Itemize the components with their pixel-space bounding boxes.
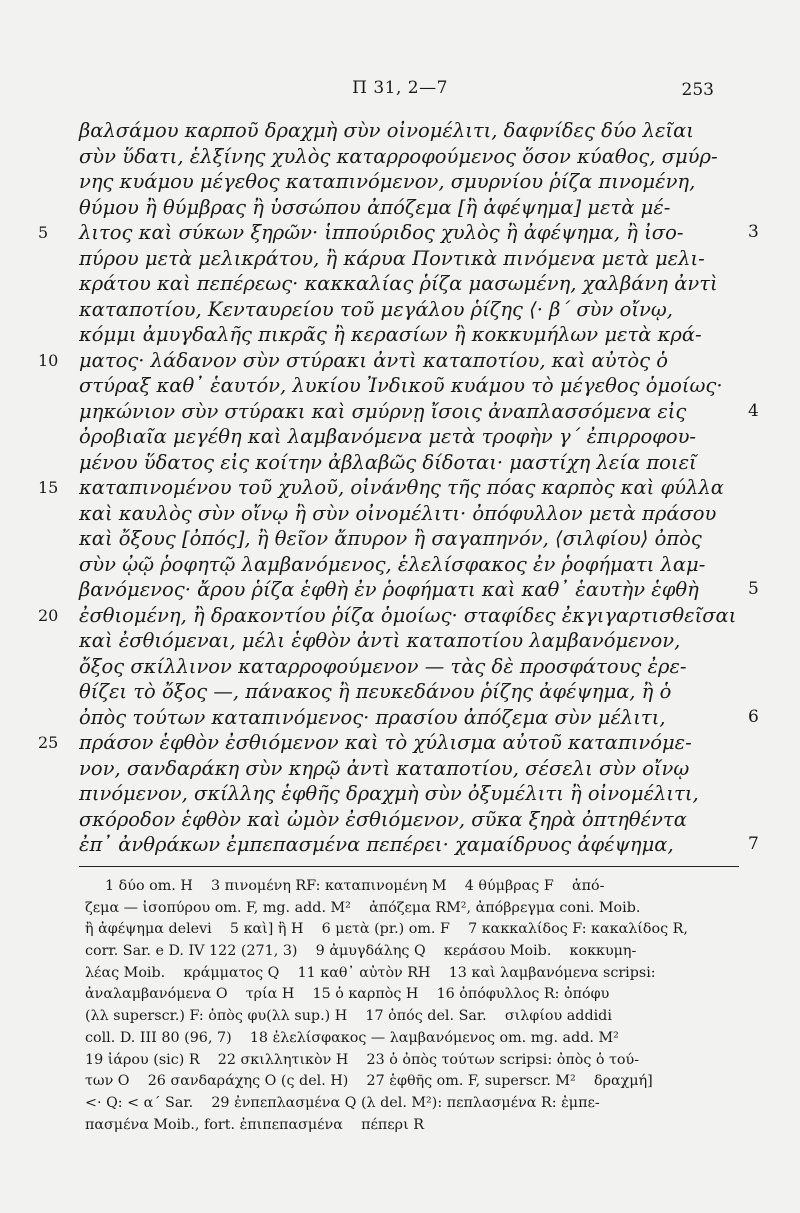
line-number: 15 bbox=[38, 478, 59, 497]
line-text: κόμμι ἀμυγδαλῆς πικρᾶς ἢ κερασίων ἢ κοκκυμήλων μετὰ κρά- bbox=[79, 323, 702, 346]
apparatus-text: ζεμα — ἰσοπύρου om. F, mg. add. M² ἀπόζεμα RM², ἀπόβρεγμα coni. Moib. bbox=[85, 899, 641, 916]
line-text: σκόροδον ἑφθὸν καὶ ὠμὸν ἐσθιόμενον, σῦκα ξηρὰ ὀπτηθέντα bbox=[79, 807, 687, 831]
text-line bbox=[0, 246, 800, 272]
apparatus-text: corr. Sar. e D. IV 122 (271, 3) 9 ἀμυγδάλης Q κεράσου Moib. κοκκυμη- bbox=[85, 943, 637, 960]
apparatus-text: ἀναλαμβανόμενα O τρία H 15 ὁ καρπὸς H 16 ὀπόφυλλος R: ὀπόφυ bbox=[85, 986, 610, 1003]
apparatus-text: ἢ ἀφέψημα delevi 5 καὶ] ἢ H 6 μετὰ (pr.) om. F 7 κακκαλίδος F: κακαλίδος R, bbox=[85, 921, 688, 938]
apparatus-line bbox=[0, 919, 800, 941]
apparatus-text: των O 26 σανδαράχης O (ς del. H) 27 ἑφθῆς om. F, superscr. M² δραχμή] bbox=[85, 1073, 653, 1090]
apparatus-line bbox=[0, 1115, 800, 1137]
text-line bbox=[0, 552, 800, 578]
text-line bbox=[0, 271, 800, 297]
line-text: νης κυάμου μέγεθος καταπινόμενον, σμυρνίου ῥίζα πινομένη, bbox=[79, 170, 696, 193]
text-line bbox=[0, 220, 800, 246]
line-text: κράτου καὶ πεπέρεως· κακκαλίας ῥίζα μασωμένη, χαλβάνη ἀντὶ bbox=[79, 272, 718, 295]
line-number: 25 bbox=[38, 733, 59, 752]
text-line bbox=[0, 705, 800, 731]
line-text: βαλσάμου καρποῦ δραχμὴ σὺν οἰνομέλιτι, δαφνίδες δύο λεῖαι bbox=[79, 119, 694, 142]
line-text: σὺν ᾠῷ ῥοφητῷ λαμβανόμενος, ἑλελίσφακος ἐν ῥοφήματι λαμ- bbox=[79, 552, 706, 576]
text-line bbox=[0, 756, 800, 782]
text-line bbox=[0, 195, 800, 221]
apparatus-line bbox=[0, 1050, 800, 1072]
apparatus-line bbox=[0, 1093, 800, 1115]
line-text: πινόμενον, σκίλλης ἑφθῆς δραχμὴ σὺν ὀξυμέλιτι ἢ οἰνομέλιτι, bbox=[79, 782, 699, 805]
apparatus-line bbox=[0, 984, 800, 1006]
footnote-divider bbox=[79, 866, 739, 867]
section-number: 7 bbox=[748, 834, 759, 854]
line-text: καταπινομένου τοῦ χυλοῦ, οἰνάνθης τῆς πόας καρπὸς καὶ φύλλα bbox=[79, 476, 724, 499]
line-text: σὺν ὕδατι, ἑλξίνης χυλὸς καταρροφούμενος ὅσον κύαθος, σμύρ- bbox=[79, 144, 718, 168]
text-line bbox=[0, 654, 800, 680]
section-number: 5 bbox=[748, 579, 759, 599]
running-head bbox=[0, 78, 800, 102]
text-line bbox=[0, 501, 800, 527]
apparatus-text: 19 ἰάρου (sic) R 22 σκιλλητικὸν H 23 ὁ ὀπὸς τούτων scripsi: ὀπὸς ὁ τού- bbox=[85, 1051, 640, 1068]
line-text: πράσον ἑφθὸν ἐσθιόμενον καὶ τὸ χύλισμα αὐτοῦ καταπινόμε- bbox=[79, 731, 692, 754]
apparatus-text: (λλ superscr.) F: ὀπὸς φυ(λλ sup.) H 17 ὀπός del. Sar. σιλφίου addidi bbox=[85, 1008, 612, 1025]
section-number: 4 bbox=[748, 400, 759, 421]
text-line bbox=[0, 679, 800, 705]
text-line bbox=[0, 424, 800, 450]
line-text: καὶ ἐσθιόμεναι, μέλι ἑφθὸν ἀντὶ καταποτίου λαμβανόμενον, bbox=[79, 629, 681, 652]
line-text: ματος· λάδανον σὺν στύρακι ἀντὶ καταποτίου, καὶ αὐτὸς ὁ bbox=[79, 348, 668, 372]
line-text: πύρου μετὰ μελικράτου, ἢ κάρυα Ποντικὰ πινόμενα μετὰ μελι- bbox=[79, 246, 705, 270]
text-line bbox=[0, 373, 800, 399]
critical-apparatus bbox=[0, 876, 800, 1136]
line-number: 10 bbox=[38, 350, 59, 370]
text-line bbox=[0, 832, 800, 858]
line-text: μηκώνιον σὺν στύρακι καὶ σμύρνῃ ἴσοις ἀναπλασσόμενα εἰς bbox=[79, 399, 687, 423]
apparatus-line bbox=[0, 941, 800, 963]
text-line bbox=[0, 322, 800, 348]
line-text: καὶ ὄξους [ὀπός], ἢ θεῖον ἄπυρον ἢ σαγαπηνόν, ⟨σιλφίου⟩ ὀπὸς bbox=[79, 527, 702, 550]
line-text: ὀροβιαῖα μεγέθη καὶ λαμβανόμενα μετὰ τροφὴν γ΄ ἐπιρροφου- bbox=[79, 425, 697, 448]
line-number: 5 bbox=[38, 223, 49, 242]
apparatus-line bbox=[0, 898, 800, 920]
apparatus-line bbox=[0, 1071, 800, 1093]
text-line bbox=[0, 526, 800, 552]
text-line bbox=[0, 781, 800, 807]
apparatus-text: coll. D. III 80 (96, 7) 18 ἐλελίσφακος — λαμβανόμενος om. mg. add. M² bbox=[85, 1029, 619, 1046]
text-line bbox=[0, 475, 800, 501]
text-line bbox=[0, 144, 800, 170]
line-text: θίζει τὸ ὄξος —, πάνακος ἢ πευκεδάνου ῥίζης ἀφέψημα, ἢ ὁ bbox=[79, 680, 672, 703]
line-text: καὶ καυλὸς σὺν οἴνῳ ἢ σὺν οἰνομέλιτι· ὀπόφυλλον μετὰ πράσου bbox=[79, 501, 717, 525]
line-number: 20 bbox=[38, 605, 59, 625]
text-line bbox=[0, 603, 800, 629]
text-line bbox=[0, 807, 800, 833]
apparatus-text: λέας Moib. κράμματος Q 11 καθ᾿ αὐτὸν RH 13 καὶ λαμβανόμενα scripsi: bbox=[85, 964, 656, 981]
text-line bbox=[0, 628, 800, 654]
line-text: νον, σανδαράκη σὺν κηρῷ ἀντὶ καταποτίου, σέσελι σὺν οἴνῳ bbox=[79, 756, 690, 780]
line-text: καταποτίου, Κενταυρείου τοῦ μεγάλου ῥίζης ⟨· β΄ σὺν οἴνῳ, bbox=[79, 297, 673, 321]
line-text: λιτος καὶ σύκων ξηρῶν· ἱππούριδος χυλὸς ἢ ἀφέψημα, ἢ ἰσο- bbox=[79, 221, 684, 244]
line-text: βανόμενος· ἄρου ῥίζα ἑφθὴ ἐν ῥοφήματι καὶ καθ᾿ ἑαυτὴν ἑφθὴ bbox=[79, 578, 699, 601]
apparatus-line bbox=[0, 876, 800, 898]
apparatus-line bbox=[0, 1006, 800, 1028]
line-text: ἐσθιομένη, ἢ δρακοντίου ῥίζα ὁμοίως· σταφίδες ἐκγιγαρτισθεῖσαι bbox=[79, 603, 737, 627]
apparatus-line bbox=[0, 1028, 800, 1050]
line-text: ὄξος σκίλλινον καταρροφούμενον — τὰς δὲ προσφάτους ἐρε- bbox=[79, 654, 687, 678]
line-text: ἐπ᾿ ἀνθράκων ἐμπεπασμένα πεπέρει· χαμαίδρυος ἀφέψημα, bbox=[79, 833, 674, 856]
apparatus-text: <· Q: < α΄ Sar. 29 ἐνπεπλασμένα Q (λ del. M²): πεπλασμένα R: ἐμπε- bbox=[85, 1094, 600, 1111]
line-text: μένου ὕδατος εἰς κοίτην ἀβλαβῶς δίδοται· μαστίχη λεία ποιεῖ bbox=[79, 450, 697, 474]
text-line bbox=[0, 450, 800, 476]
text-line bbox=[0, 577, 800, 603]
text-line bbox=[0, 297, 800, 323]
main-text bbox=[0, 118, 800, 858]
page-number: 253 bbox=[681, 80, 714, 100]
text-line bbox=[0, 399, 800, 425]
line-text: θύμου ἢ θύμβρας ἢ ὑσσώπου ἀπόζεμα [ἢ ἀφέψημα] μετὰ μέ- bbox=[79, 195, 671, 219]
section-number: 3 bbox=[748, 222, 759, 242]
apparatus-text: πασμένα Moib., fort. ἐπιπεπασμένα πέπερι R bbox=[85, 1116, 425, 1133]
running-title: Π 31, 2—7 bbox=[352, 78, 448, 98]
text-line bbox=[0, 118, 800, 144]
apparatus-line bbox=[0, 963, 800, 985]
text-line bbox=[0, 730, 800, 756]
section-number: 6 bbox=[748, 706, 759, 727]
text-line bbox=[0, 348, 800, 374]
line-text: στύραξ καθ᾿ ἑαυτόν, λυκίου Ἰνδικοῦ κυάμου τὸ μέγεθος ὁμοίως· bbox=[79, 374, 723, 397]
apparatus-text: 1 δύο om. H 3 πινομένη RF: καταπινομένη M 4 θύμβρας F ἀπό- bbox=[105, 878, 605, 894]
text-line bbox=[0, 169, 800, 195]
line-text: ὀπὸς τούτων καταπινόμενος· πρασίου ἀπόζεμα σὺν μέλιτι, bbox=[79, 705, 666, 729]
